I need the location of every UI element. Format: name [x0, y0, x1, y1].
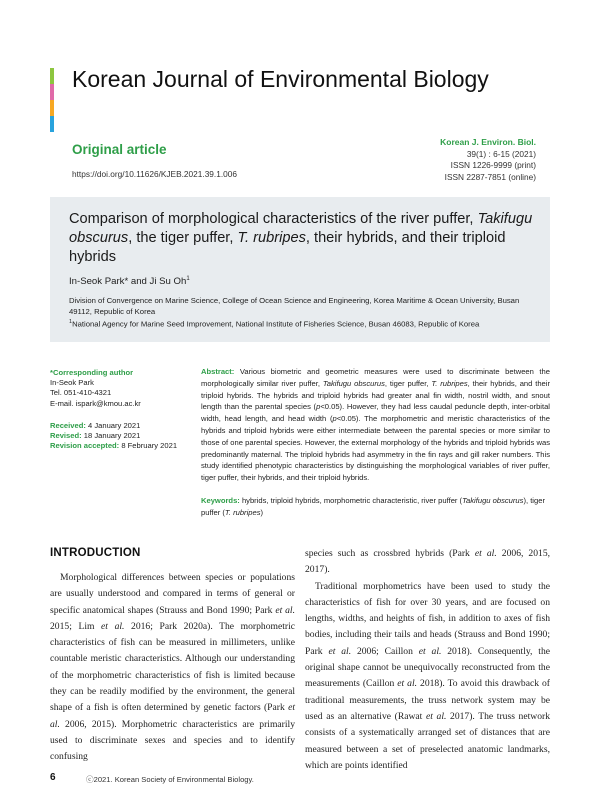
body-italic: et al. — [474, 548, 497, 559]
corresponding-name: In-Seok Park — [50, 378, 94, 388]
title-species: Takifugu obscurus — [69, 211, 533, 246]
body-text: 2006, 2015, 2017). — [305, 548, 551, 576]
affiliation-2 — [69, 317, 539, 330]
page-number: 6 — [50, 772, 56, 783]
journal-abbrev: Korean J. Environ. Biol. — [440, 137, 536, 147]
abstract-italic: p — [316, 402, 321, 412]
abstract-text: <0.05). The morphometric and meristic characteristics of the hybrids and triploid hybrids were either intermediate between the parental species or more similar to those of one parental species. However, the external morphology of the hybrids and triploid hybrids was predominantly maternal. The triploid hybrids had asymmetry in the fin rays and gill raker numbers. This study identified phenotypic characteristics by distinguishing the morphological variables of river puffer, tiger puffer, their hybrids, and their triploid hybrids. — [201, 414, 550, 483]
strip-segment-pink — [50, 84, 54, 100]
body-text: 2018). To avoid this drawback of traditional measurements, the truss network system may be used as an alternative (Rawat — [305, 678, 550, 722]
body-text: Morphological differences between species or populations are usually understood and compared in terms of general or specific anatomical shapes (Strauss and Bond 1990; Park — [50, 572, 295, 616]
author-affiliation-mark: 1 — [186, 276, 190, 282]
received-date — [50, 421, 190, 431]
body-italic: et al. — [328, 645, 352, 657]
journal-meta — [440, 137, 536, 183]
volume-pages: 39(1) : 6-15 (2021) — [466, 148, 536, 159]
revised-date — [50, 431, 190, 441]
corresponding-tel: Tel. 051-410-4321 — [50, 388, 112, 398]
body-italic: et al. — [275, 604, 295, 616]
title-text: Comparison of morphological characteristics of the river puffer, — [69, 211, 474, 227]
abstract-italic: Takifugu obscurus — [322, 378, 385, 388]
abstract-text: , tiger puffer, — [384, 378, 432, 388]
article-info-sidebar — [50, 368, 190, 451]
abstract-italic: p — [332, 414, 337, 424]
body-italic: et al. — [397, 678, 418, 690]
received-value: 4 January 2021 — [85, 420, 141, 430]
affiliation-1: Division of Convergence on Marine Science, College of Ocean Science and Engineering, Korea Maritime & Ocean University, Busan 49112, Republic of Korea — [69, 296, 520, 317]
accepted-value: 8 February 2021 — [119, 441, 178, 451]
paper-title — [69, 210, 539, 267]
affiliation-mark: 1 — [69, 319, 73, 326]
body-italic: et al. — [425, 710, 447, 722]
title-text: , their hybrids, and their triploid hybrids — [69, 230, 506, 265]
body-italic: et al. — [50, 702, 295, 730]
intro-paragraph-1 — [50, 570, 295, 766]
accepted-date — [50, 441, 190, 451]
body-italic: et al. — [101, 620, 125, 632]
strip-segment-green — [50, 68, 54, 84]
body-text: 2006; Caillon — [351, 645, 419, 657]
keywords-text: ), tiger puffer ( — [201, 496, 545, 517]
authors — [69, 276, 190, 287]
journal-color-strip — [50, 68, 54, 132]
body-text: 2017). The truss network consists of a systematically arranged set of distances that are measured between a set of preselected anatomic landmarks, which are points identified — [305, 710, 550, 771]
abstract-text: <0.05). However, they had less caudal peduncle depth, inter-orbital width, head length, and head width ( — [201, 402, 550, 424]
abstract-text: Various biometric and geometric measures were used to discriminate between the morphologically similar river puffer, — [201, 367, 550, 388]
keywords-text: hybrids, triploid hybrids, morphometric characteristic, river puffer ( — [239, 496, 463, 505]
article-type: Original article — [72, 142, 167, 157]
abstract-label: Abstract: — [201, 367, 235, 376]
body-text: Traditional morphometrics have been used to study the characteristics of fish for over 30 years, and are focused on lengths, widths, and heights of fish, in addition to axes of fish bodies, including their tails and heads (Strauss and Bond 1990; Park — [305, 580, 550, 657]
corresponding-label: *Corresponding author — [50, 368, 134, 377]
body-text: 2006, 2015). Morphometric characteristics are primarily used to discriminate sexes and species and to identify confusing — [50, 718, 295, 763]
title-species: T. rubripes — [237, 230, 306, 246]
revised-value: 18 January 2021 — [81, 431, 141, 441]
strip-segment-orange — [50, 100, 54, 116]
body-column-left — [50, 570, 295, 766]
body-italic: et al. — [418, 645, 442, 657]
strip-segment-blue — [50, 116, 54, 132]
keywords — [201, 495, 550, 519]
abstract — [201, 366, 550, 484]
footer-copyright: ⓒ2021. Korean Society of Environmental Biology. — [86, 775, 254, 784]
intro-paragraph-2 — [305, 579, 550, 775]
keywords-italic: Takifugu obscurus — [462, 496, 524, 505]
body-text: 2018). Consequently, the original shape cannot be unequivocally reconstructed from the measurements (Caillon — [305, 645, 551, 690]
journal-title: Korean Journal of Environmental Biology — [72, 66, 489, 92]
title-text: , the tiger puffer, — [128, 230, 238, 246]
author-names: In-Seok Park* and Ji Su Oh — [69, 276, 187, 288]
revised-label: Revised: — [50, 431, 82, 441]
section-heading-introduction: INTRODUCTION — [50, 547, 141, 559]
keywords-label: Keywords: — [201, 496, 240, 505]
received-label: Received: — [50, 420, 86, 430]
doi-link[interactable]: https://doi.org/10.11626/KJEB.2021.39.1.006 — [72, 169, 237, 179]
keywords-italic: T. rubripes — [224, 507, 261, 517]
intro-paragraph-1-cont — [305, 546, 550, 579]
issn-print: ISSN 1226-9999 (print) — [450, 160, 536, 170]
corresponding-email[interactable]: E-mail. ispark@kmou.ac.kr — [50, 398, 141, 408]
issn-online: ISSN 2287-7851 (online) — [444, 171, 536, 182]
body-text: 2016; Park 2020a). The morphometric characteristics of fish can be measured in millimeters, unlike countable meristic characteristics. Although our understanding of the morphometric characteristics of fish is limited because they can be readily modified by the environment, the general shape of a fish is often determined by genetic factors (Park — [50, 620, 296, 714]
accepted-label: Revision accepted: — [50, 441, 120, 451]
abstract-italic: T. rubripes — [431, 378, 468, 388]
body-column-right — [305, 546, 550, 774]
body-text: 2015; Lim — [50, 620, 102, 632]
body-text: species such as crossbred hybrids (Park — [305, 548, 475, 559]
affiliations — [69, 295, 539, 330]
keywords-text: ) — [260, 507, 264, 517]
affiliation-2-text: National Agency for Marine Seed Improvement, National Institute of Fisheries Science, Busan 46083, Republic of Korea — [72, 319, 480, 329]
abstract-text: , their hybrids, and their triploid hybrids. The hybrids and triploid hybrids had greater anal fin width, nostril width, and snout length than the parental species ( — [201, 378, 550, 412]
